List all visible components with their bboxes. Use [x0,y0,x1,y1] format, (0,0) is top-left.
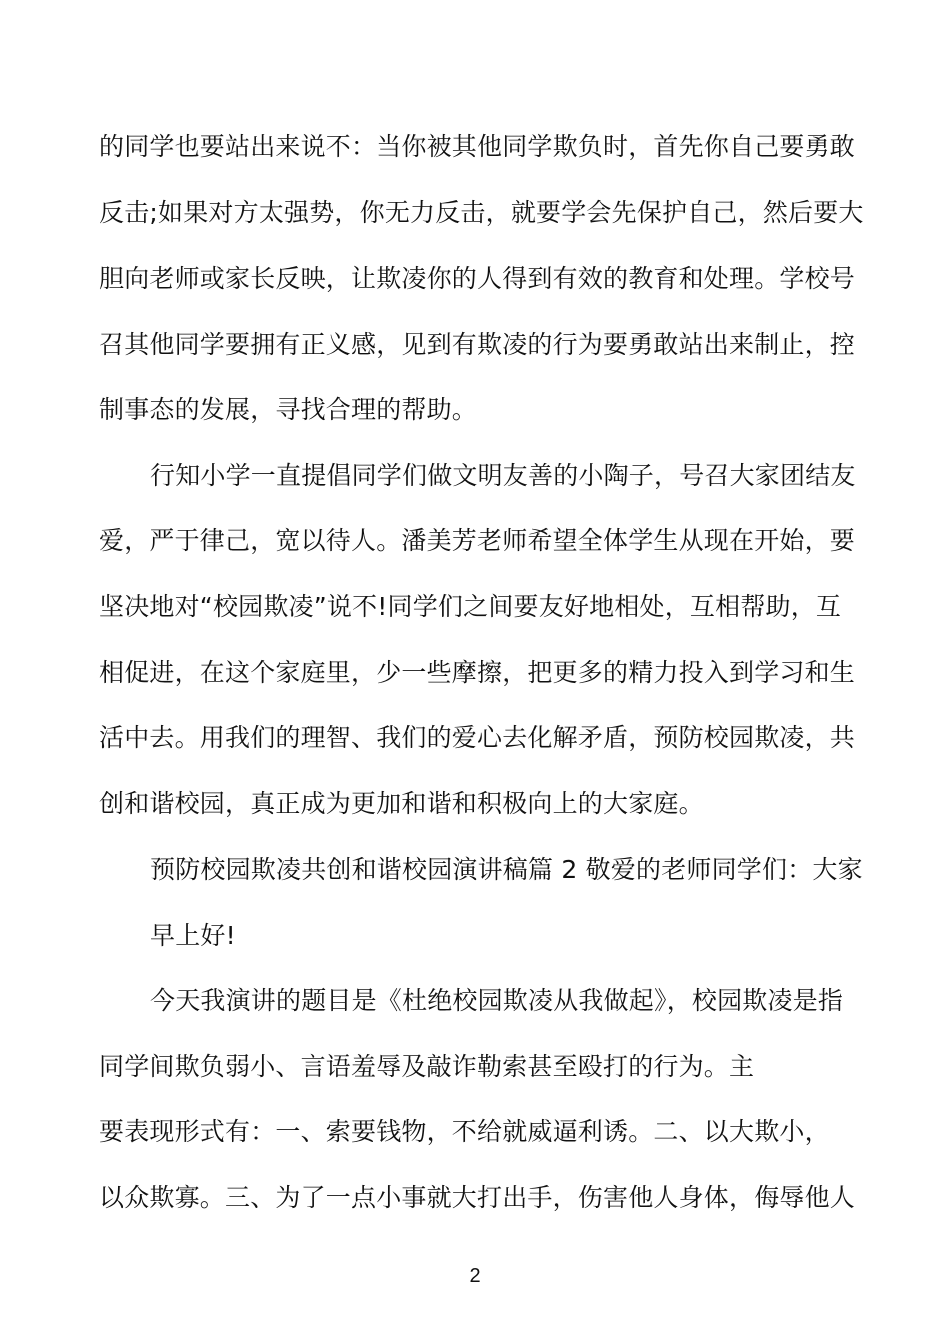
text-line: 爱，严于律己，宽以待人。潘美芳老师希望全体学生从现在开始，要 [99,526,856,555]
page-number: 2 [469,1265,481,1287]
text-line: 同学间欺负弱小、言语羞辱及敲诈勒索甚至殴打的行为。主 [99,1052,755,1081]
paragraph-first-line: 今天我演讲的题目是《杜绝校园欺凌从我做起》，校园欺凌是指 [150,986,844,1015]
text-line: 制事态的发展，寻找合理的帮助。 [99,395,478,424]
text-line: 胆向老师或家长反映，让欺凌你的人得到有效的教育和处理。学校号 [99,264,856,293]
paragraph-first-line: 行知小学一直提倡同学们做文明友善的小陶子，号召大家团结友 [150,461,856,490]
text-line: 创和谐校园，真正成为更加和谐和积极向上的大家庭。 [99,789,704,818]
text-line: 早上好! [150,921,236,950]
text-line: 以众欺寡。三、为了一点小事就大打出手，伤害他人身体，侮辱他人 [99,1183,856,1212]
text-line: 召其他同学要拥有正义感，见到有欺凌的行为要勇敢站出来制止，控 [99,330,856,359]
text-line: 要表现形式有：一、索要钱物，不给就威逼利诱。二、以大欺小， [99,1117,830,1146]
paragraph-first-line: 预防校园欺凌共创和谐校园演讲稿篇 2 敬爱的老师同学们：大家 [150,855,863,884]
text-line: 反击;如果对方太强势，你无力反击，就要学会先保护自己，然后要大 [99,198,864,227]
text-line: 坚决地对“校园欺凌”说不!同学们之间要友好地相处，互相帮助，互 [99,592,842,621]
text-line: 相促进，在这个家庭里，少一些摩擦，把更多的精力投入到学习和生 [99,658,856,687]
text-line: 的同学也要站出来说不：当你被其他同学欺负时，首先你自己要勇敢 [99,132,856,161]
text-line: 活中去。用我们的理智、我们的爱心去化解矛盾，预防校园欺凌，共 [99,723,856,752]
